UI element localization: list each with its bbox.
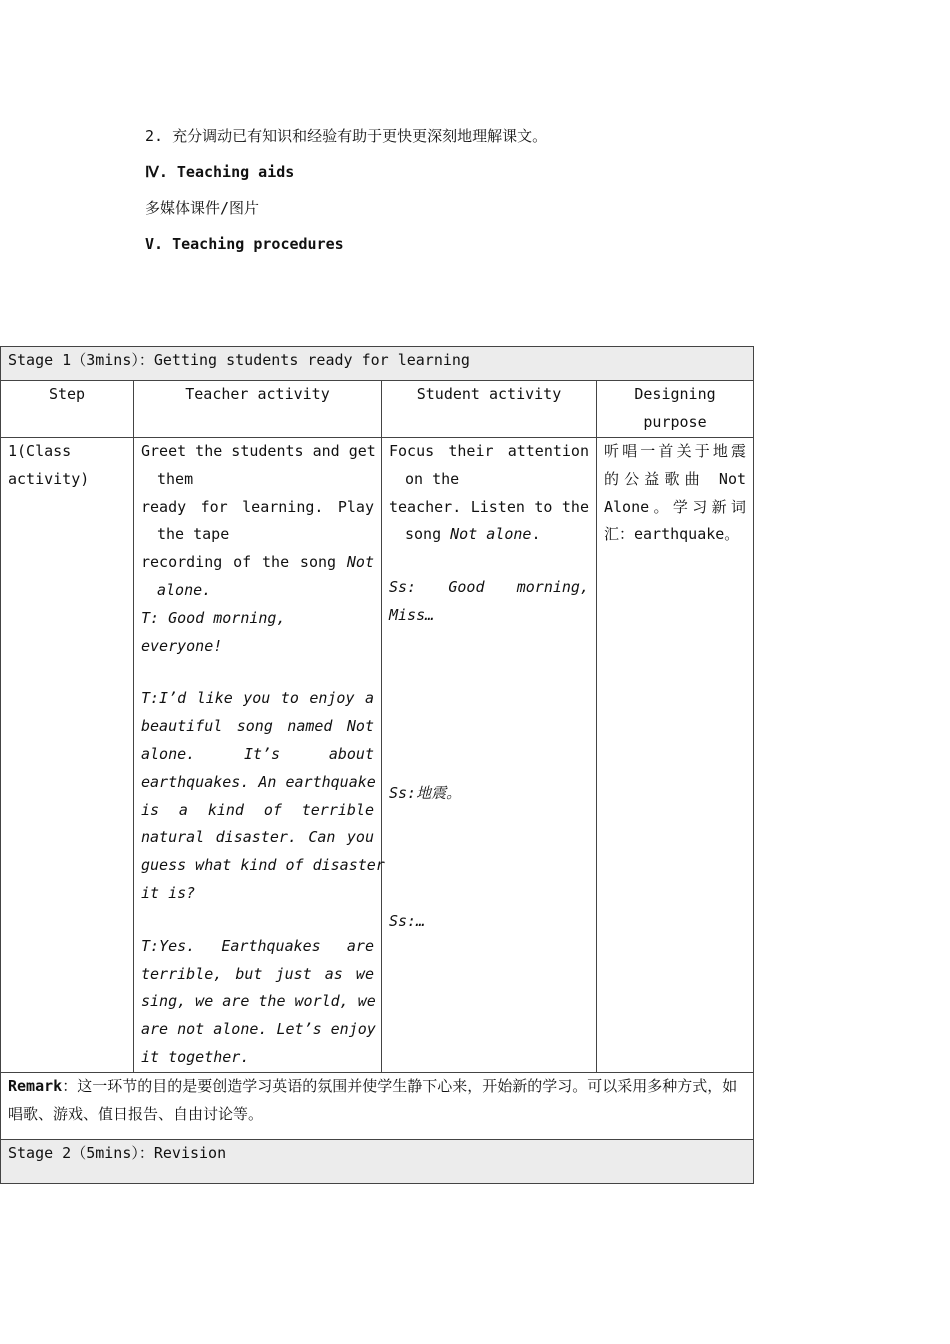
stage-1-title: Stage 1（3mins）：Getting students ready for learning: [1, 347, 754, 381]
teacher-line: it together.: [141, 1047, 250, 1066]
stage-1-row: [1, 347, 754, 381]
teacher-line: ready for learning. Play: [141, 497, 374, 516]
teacher-line: T: Good morning, everyone!: [141, 608, 286, 655]
header-purpose-line2: purpose: [643, 412, 707, 431]
student-line-text: song: [405, 525, 442, 544]
procedures-table: [0, 346, 754, 1184]
teacher-line: beautiful song named Not: [141, 717, 374, 736]
teacher-line: Greet the students and get: [141, 442, 376, 460]
header-designing-purpose: [597, 381, 754, 438]
teacher-line: alone. It’s about: [141, 744, 374, 763]
teacher-line: them: [157, 469, 194, 488]
header-student-activity: Student activity: [382, 381, 597, 438]
teacher-activity-cell: [134, 438, 385, 1073]
teacher-line: T:Yes. Earthquakes are: [141, 936, 374, 955]
purpose-line: 的公益歌曲 Not: [604, 469, 747, 488]
teacher-line-text: recording of the song: [141, 553, 337, 572]
step-1-row: [1, 438, 754, 1073]
teaching-aids-text: 多媒体课件/图片: [145, 199, 260, 217]
header-row: [1, 381, 754, 438]
remark-row: [1, 1073, 754, 1140]
purpose-line: 听唱一首关于地震: [604, 442, 747, 460]
student-line: Ss:地震。: [389, 783, 462, 802]
teacher-line: guess what kind of disaster: [141, 856, 385, 875]
header-purpose-line1: Designing: [634, 385, 716, 403]
section-heading-teaching-procedures: V. Teaching procedures: [145, 235, 344, 253]
step-1-line2: activity): [8, 469, 90, 488]
student-line: on the: [405, 469, 460, 488]
purpose-line: Alone。学习新词: [604, 497, 747, 516]
student-activity-cell: [382, 438, 597, 1073]
purpose-line: 汇：earthquake。: [604, 525, 740, 544]
stage-2-row: [1, 1140, 754, 1184]
step-1-line1: 1(Class: [8, 442, 72, 460]
student-line-end: .: [531, 525, 541, 544]
teacher-line: natural disaster. Can you: [141, 828, 374, 847]
song-title-italic: Not: [346, 553, 374, 572]
teacher-line: sing, we are the world, we: [141, 992, 376, 1011]
remark-cell: [1, 1073, 754, 1140]
objective-point-2: 2. 充分调动已有知识和经验有助于更快更深刻地理解课文。: [145, 127, 548, 145]
stage-2-title: Stage 2（5mins）：Revision: [1, 1140, 754, 1184]
student-line: Ss: Good morning,: [389, 578, 589, 597]
teacher-line: is a kind of terrible: [141, 800, 374, 819]
section-heading-teaching-aids: Ⅳ. Teaching aids: [145, 163, 295, 181]
student-line: [389, 521, 589, 549]
header-teacher-activity: Teacher activity: [134, 381, 382, 438]
teacher-line: alone.: [157, 580, 212, 599]
designing-purpose-cell: [597, 438, 754, 1073]
remark-text: ：这一环节的目的是要创造学习英语的氛围并使学生静下心来，开始新的学习。可以采用多种方式，如唱歌、游戏、值日报告、自由讨论等。: [8, 1077, 738, 1123]
teacher-line: earthquakes. An earthquake: [141, 772, 376, 791]
student-line: Ss:…: [389, 911, 426, 930]
teacher-line: the tape: [157, 525, 230, 544]
teacher-line: T:I’d like you to enjoy a: [141, 689, 374, 708]
song-title-italic: Not alone: [450, 525, 532, 544]
student-line: Focus their attention: [389, 442, 589, 460]
student-line: Miss…: [389, 605, 435, 624]
teacher-line: it is?: [141, 883, 196, 902]
header-step: Step: [1, 381, 134, 438]
teacher-line: are not alone. Let’s enjoy: [141, 1020, 376, 1039]
step-1-cell: [1, 438, 134, 1073]
student-line: teacher. Listen to the: [389, 497, 589, 516]
teacher-line: terrible, but just as we: [141, 964, 374, 983]
remark-label: Remark: [8, 1077, 63, 1095]
teacher-line: [141, 549, 374, 577]
